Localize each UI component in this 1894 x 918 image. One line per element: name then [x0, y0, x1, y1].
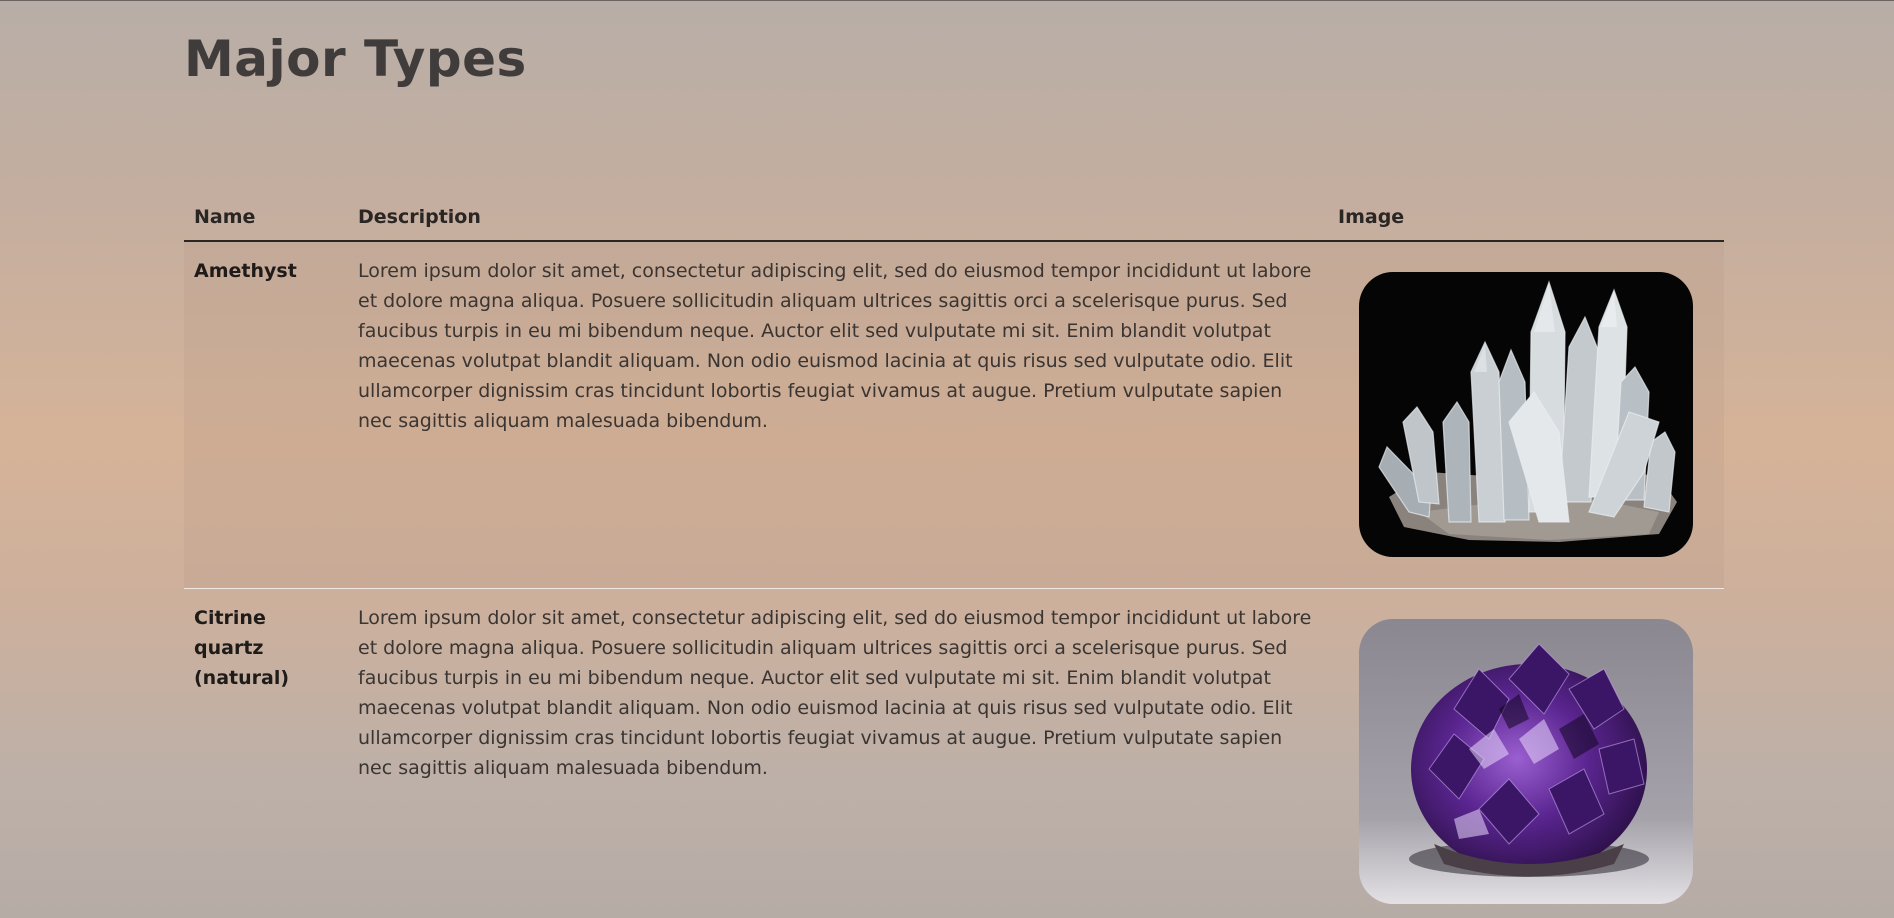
- row-name: Citrine quartz (natural): [194, 607, 290, 689]
- page-title: Major Types: [184, 30, 527, 88]
- row-description: Lorem ipsum dolor sit amet, consectetur adipiscing elit, sed do eiusmod tempor incididunt ut labore et dolore magna aliqua. Posuere sollicitudin aliquam ultrices sagittis orci a scelerisque purus. Sed faucibus turpis in eu mi bibendum neque. Auctor elit sed vulputate mi sit. Enim blandit volutpat maecenas volutpat blandit aliquam. Non odio euismod lacinia at quis risus sed vulputate odio. Elit ullamcorper dignissim cras tincidunt lobortis feugiat vivamus at augue. Pretium vulputate sapien nec sagittis aliquam malesuada bibendum.: [348, 241, 1328, 589]
- table-row: [184, 241, 1724, 589]
- column-header-name: Name: [184, 198, 348, 241]
- row-description: Lorem ipsum dolor sit amet, consectetur adipiscing elit, sed do eiusmod tempor incididunt ut labore et dolore magna aliqua. Posuere sollicitudin aliquam ultrices sagittis orci a scelerisque purus. Sed faucibus turpis in eu mi bibendum neque. Auctor elit sed vulputate mi sit. Enim blandit volutpat maecenas volutpat blandit aliquam. Non odio euismod lacinia at quis risus sed vulputate odio. Elit ullamcorper dignissim cras tincidunt lobortis feugiat vivamus at augue. Pretium vulputate sapien nec sagittis aliquam malesuada bibendum.: [358, 607, 1312, 779]
- column-header-description: Description: [348, 198, 1328, 241]
- column-header-image: Image: [1328, 198, 1724, 241]
- clear-quartz-crystal-cluster-image: [1359, 272, 1693, 557]
- table-row: [184, 589, 1724, 918]
- row-name: Amethyst: [184, 241, 348, 589]
- row-image-cell: [1328, 589, 1724, 918]
- table-header-row: [184, 198, 1724, 241]
- row-image-cell: [1328, 241, 1724, 589]
- top-border-line: [0, 0, 1894, 1]
- major-types-table: [184, 198, 1724, 918]
- purple-amethyst-geode-image: [1359, 619, 1693, 904]
